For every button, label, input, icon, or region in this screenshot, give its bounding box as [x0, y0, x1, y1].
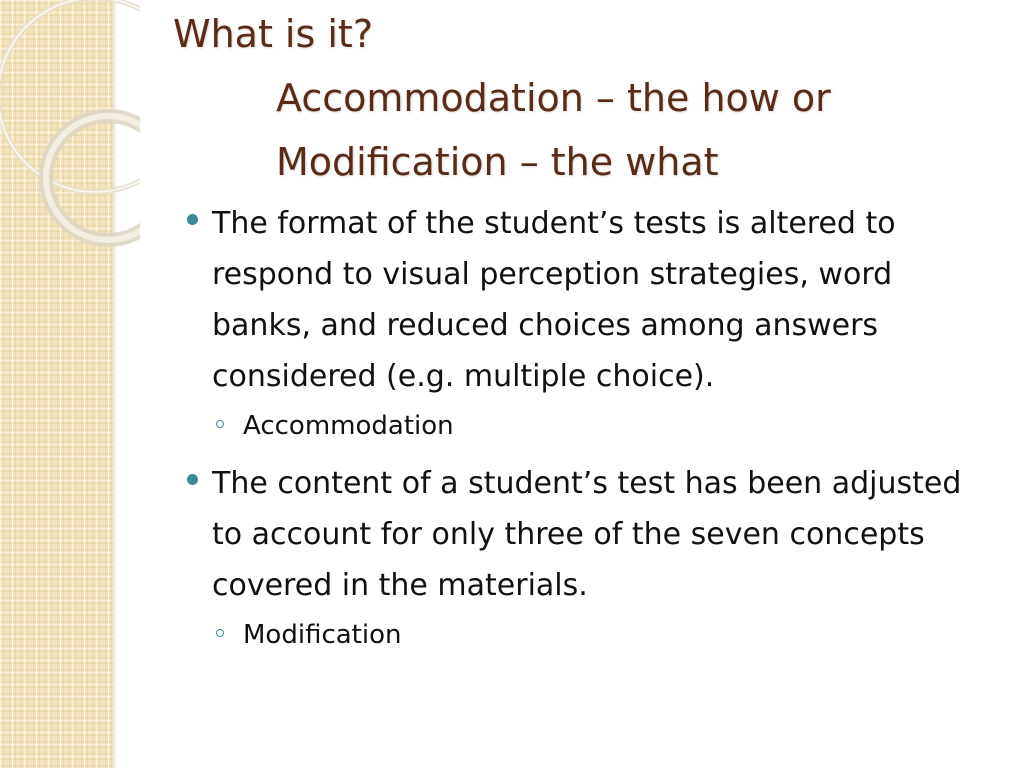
sub-bullet-item: [185, 617, 985, 653]
slide-title: [173, 2, 993, 194]
bullet-text: The content of a student’s test has been adjusted to account for only three of the seven concepts covered in the materials.: [212, 466, 962, 603]
bullet-dot-icon: [187, 214, 198, 225]
slide-body: [185, 198, 985, 667]
sub-bullet-text: Accommodation: [243, 411, 454, 441]
sub-bullet-item: [185, 408, 985, 444]
decorative-side-strip: [0, 0, 113, 768]
title-line-3: Modification – the what: [276, 140, 719, 184]
sub-bullet-ring-icon: [216, 629, 224, 637]
sub-bullet-text: Modification: [243, 620, 402, 650]
sub-bullet-ring-icon: [216, 420, 224, 428]
bullet-dot-icon: [187, 474, 198, 485]
bullet-text: The format of the student’s tests is altered to respond to visual perception strategies, word banks, and reduced choices among answers considered (e.g. multiple choice).: [212, 206, 896, 394]
title-line-2: Accommodation – the how or: [276, 76, 831, 120]
bullet-item: [185, 458, 985, 611]
title-line-1: What is it?: [173, 12, 373, 56]
side-strip-edge: [113, 0, 117, 768]
bullet-item: [185, 198, 985, 402]
